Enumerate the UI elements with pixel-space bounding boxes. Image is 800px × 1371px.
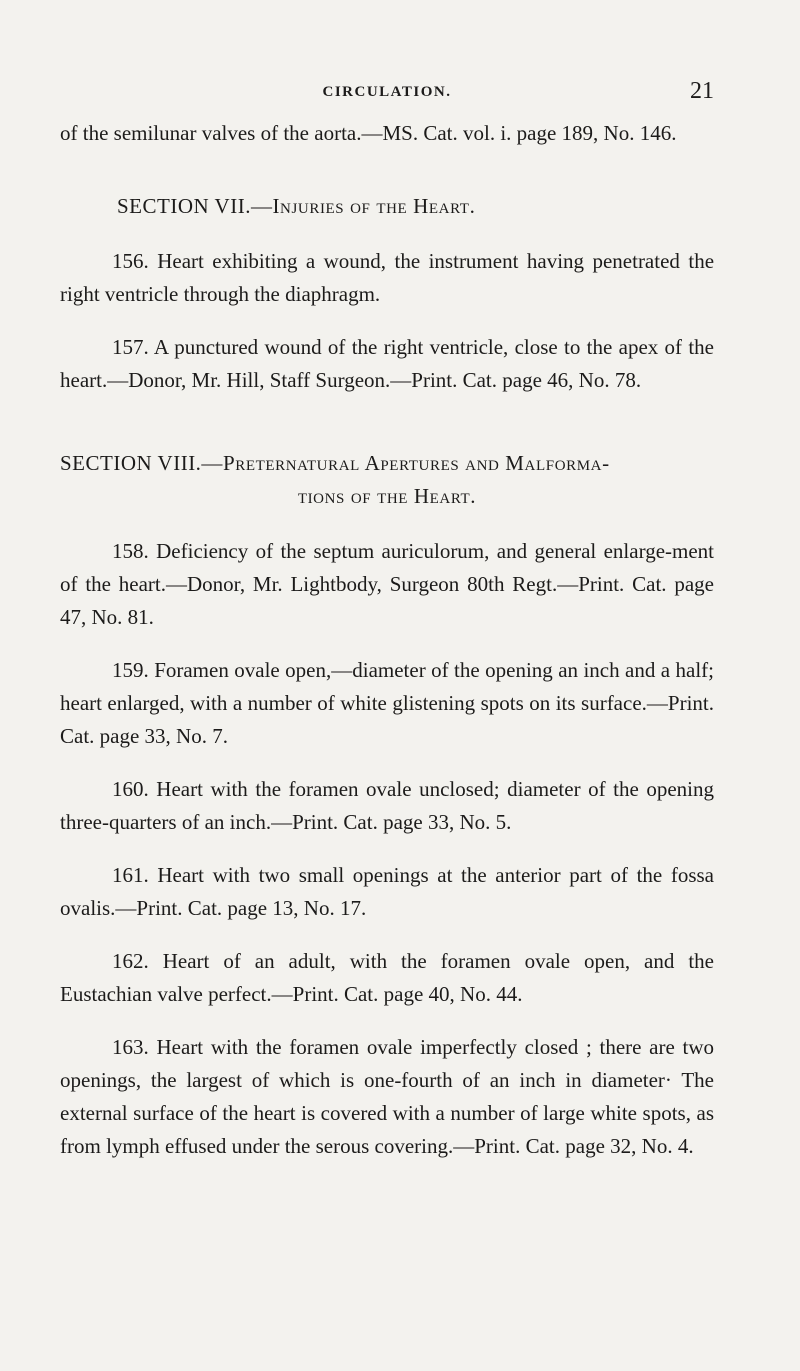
section-title-line-1: Preternatural Apertures and Malforma-: [222, 451, 610, 475]
entry-text: A punctured wound of the right ventricle, close to the apex of the heart.—Donor, Mr. Hill, Staff Surgeon.—Print. Cat. page 46, No. 78.: [60, 335, 714, 392]
page-number: 21: [690, 78, 714, 104]
running-title: CIRCULATION.: [322, 84, 452, 100]
section-label: SECTION VII.—: [117, 194, 273, 218]
entry-number: 161.: [112, 863, 149, 887]
entry-number: 162.: [112, 949, 149, 973]
section-heading-vii: [60, 190, 714, 223]
page-header: [60, 78, 714, 110]
section-title-line-2: tions of the Heart.: [297, 484, 477, 508]
catalogue-entry: [60, 773, 714, 839]
entry-text: Foramen ovale open,—diameter of the opening an inch and a half; heart enlarged, with a number of white glistening spots on its surface.—Print. Cat. page 33, No. 7.: [60, 658, 715, 748]
entry-number: 157.: [112, 335, 149, 359]
entry-text: Heart exhibiting a wound, the instrument having penetrated the right ventricle through the diaphragm.: [60, 249, 715, 306]
entry-number: 159.: [112, 658, 149, 682]
section-heading-viii: [60, 447, 714, 513]
catalogue-entry: [60, 331, 714, 397]
catalogue-entry: [60, 245, 714, 311]
section-label: SECTION VIII.—: [60, 451, 223, 475]
catalogue-entry: [60, 859, 714, 925]
entry-number: 163.: [112, 1035, 149, 1059]
entry-number: 156.: [112, 249, 149, 273]
entry-text: Heart with the foramen ovale unclosed; diameter of the opening three-quarters of an inch.—Print. Cat. page 33, No. 5.: [60, 777, 714, 834]
book-page: [60, 78, 714, 1163]
entry-text: Deficiency of the septum auriculorum, and general enlarge-ment of the heart.—Donor, Mr. Lightbody, Surgeon 80th Regt.—Print. Cat. page 47, No. 81.: [60, 539, 715, 629]
catalogue-entry: [60, 654, 714, 753]
entry-text: Heart with the foramen ovale imperfectly closed ; there are two openings, the largest of which is one-fourth of an inch in diameter· The external surface of the heart is covered with a number of large white spots, as from lymph effused under the serous covering.—Print. Cat. page 32, No. 4.: [60, 1035, 715, 1158]
section-title: Injuries of the Heart.: [272, 194, 476, 218]
catalogue-entry: [60, 1031, 714, 1163]
entry-text: Heart of an adult, with the foramen ovale open, and the Eustachian valve perfect.—Print. Cat. page 40, No. 44.: [60, 949, 714, 1006]
continued-entry: of the semilunar valves of the aorta.—MS. Cat. vol. i. page 189, No. 146.: [60, 121, 677, 145]
catalogue-entry: [60, 945, 714, 1011]
entry-text: Heart with two small openings at the anterior part of the fossa ovalis.—Print. Cat. page 13, No. 17.: [60, 863, 715, 920]
entry-number: 158.: [112, 539, 149, 563]
entry-number: 160.: [112, 777, 149, 801]
catalogue-entry: [60, 535, 714, 634]
